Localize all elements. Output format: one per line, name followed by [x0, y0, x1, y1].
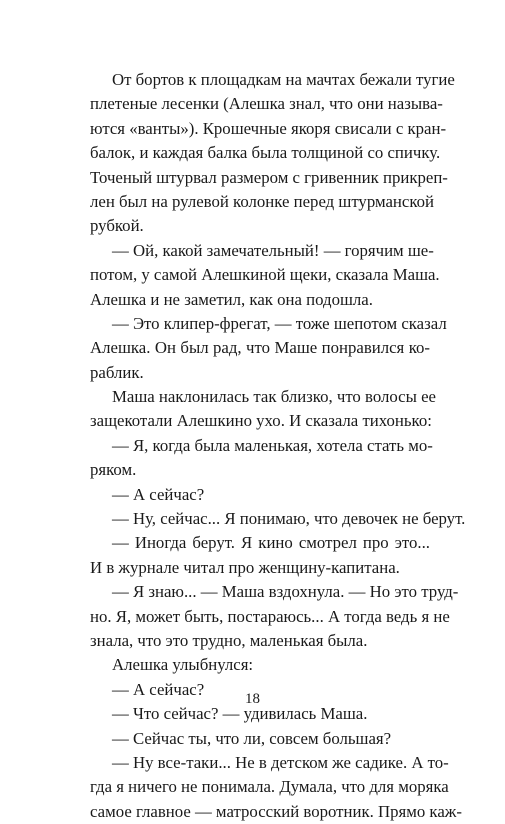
text-line: — Что сейчас? — удивилась Маша. [112, 704, 368, 724]
text-line: Алешка и не заметил, как она подошла. [90, 289, 373, 309]
text-line: самое главное — матросский воротник. Прямо каж- [90, 801, 462, 821]
text-line: Алешка улыбнулся: [112, 655, 254, 675]
text-line: Точеный штурвал размером с гривенник прикреп- [90, 167, 448, 187]
text-line: Алешка. Он был рад, что Маше понравился ко- [90, 338, 430, 358]
text-line: От бортов к площадкам на мачтах бежали тугие [112, 70, 455, 89]
text-line: — Ой, какой замечательный! — горячим ше- [112, 240, 434, 260]
text-line: Маша наклонилась так близко, что волосы ее [112, 387, 436, 407]
text-line: потом, у самой Алешкиной щеки, сказала Маша. [90, 265, 440, 285]
text-line: — Ну, сейчас... Я понимаю, что девочек не берут. [112, 509, 466, 529]
text-line: гда я ничего не понимала. Думала, что для моряка [90, 777, 449, 797]
body-text [90, 68, 466, 824]
text-line: — Это клипер-фрегат, — тоже шепотом сказал [112, 313, 447, 333]
text-line: защекотали Алешкино ухо. И сказала тихонько: [90, 411, 432, 431]
text-line: балок, и каждая балка была толщиной со спичку. [90, 143, 441, 163]
text-line: — Сейчас ты, что ли, совсем большая? [112, 728, 392, 748]
text-line: — А сейчас? [112, 484, 205, 504]
text-line: ряком. [90, 460, 137, 480]
text-line: раблик. [90, 362, 144, 382]
text-line: — Иногда берут. Я кино смотрел про это... [112, 533, 430, 553]
text-line: знала, что это трудно, маленькая была. [90, 630, 368, 650]
text-line: плетеные лесенки (Алешка знал, что они называ- [90, 94, 443, 114]
text-line: — Ну все-таки... Не в детском же садике. А то- [112, 752, 449, 772]
text-line: — Я знаю... — Маша вздохнула. — Но это труд- [112, 582, 459, 602]
page-number: 18 [245, 691, 260, 707]
text-line: И в журнале читал про женщину-капитана. [90, 557, 400, 577]
text-line: — Я, когда была маленькая, хотела стать мо- [112, 435, 433, 455]
text-line: — А сейчас? [112, 679, 205, 699]
text-line: рубкой. [90, 216, 144, 236]
text-line: ются «ванты»). Крошечные якоря свисали с кран- [90, 118, 447, 138]
text-line: но. Я, может быть, постараюсь... А тогда ведь я не [90, 606, 450, 626]
text-line: лен был на рулевой колонке перед штурманской [90, 191, 435, 211]
